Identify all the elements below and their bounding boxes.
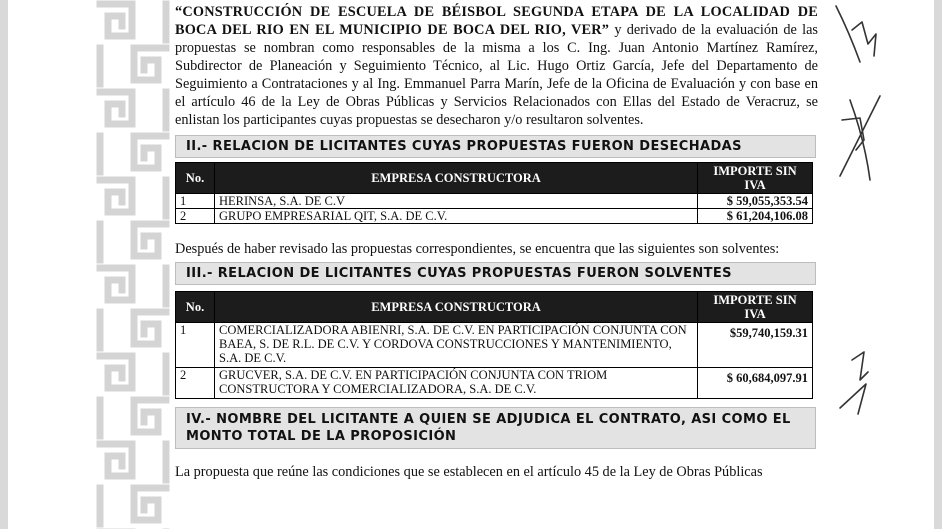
row-no: 1	[176, 323, 215, 368]
closing-paragraph: La propuesta que reúne las condiciones que se establecen en el artículo 45 de la Ley de Obras Públicas	[175, 464, 763, 480]
solvent-bidders-table	[175, 291, 813, 399]
intro-text: y derivado de la evaluación de las propuestas se nombran como responsables de la misma a los C. Ing. Juan Antonio Martínez Ramírez, Subdirector de Planeación y Seguimiento Técnico, al Lic. Hugo Ortiz García, Jefe del Departamento de Seguimiento a Contrataciones y al Ing. Emmanuel Parra Marín, Jefe de la Oficina de Evaluación y con base en el artículo 46 de la Ley de Obras Públicas y Servicios Relacionados con Ellas del Estado de Veracruz, se enlistan los participantes cuyas propuestas se desecharon y/o resultaron solventes.	[175, 22, 818, 128]
row-importe: $ 61,204,106.08	[698, 209, 813, 224]
section-iii-heading: III.- RELACION DE LICITANTES CUYAS PROPUESTAS FUERON SOLVENTES	[175, 262, 816, 285]
row-empresa: HERINSA, S.A. DE C.V	[215, 194, 698, 209]
section-ii-heading: II.- RELACION DE LICITANTES CUYAS PROPUESTAS FUERON DESECHADAS	[175, 135, 816, 158]
table-row	[176, 194, 813, 209]
table-row	[176, 323, 813, 368]
col-header-importe: IMPORTE SIN IVA	[698, 292, 813, 323]
transition-paragraph: Después de haber revisado las propuestas correspondientes, se encuentra que las siguientes son solventes:	[175, 241, 780, 257]
col-header-importe: IMPORTE SIN IVA	[698, 163, 813, 194]
col-header-no: No.	[176, 292, 215, 323]
row-importe: $ 59,055,353.54	[698, 194, 813, 209]
table-row	[176, 209, 813, 224]
intro-paragraph	[175, 3, 818, 129]
row-empresa: GRUCVER, S.A. DE C.V. EN PARTICIPACIÓN CONJUNTA CON TRIOM CONSTRUCTORA Y COMERCIALIZADORA, S.A. DE C.V.	[215, 368, 698, 399]
col-header-no: No.	[176, 163, 215, 194]
row-importe: $ 60,684,097.91	[698, 368, 813, 399]
col-header-empresa: EMPRESA CONSTRUCTORA	[215, 292, 698, 323]
row-empresa: GRUPO EMPRESARIAL QIT, S.A. DE C.V.	[215, 209, 698, 224]
table-row	[176, 368, 813, 399]
section-iv-heading: IV.- NOMBRE DEL LICITANTE A QUIEN SE ADJUDICA EL CONTRATO, ASI COMO EL MONTO TOTAL DE LA PROPOSICIÓN	[175, 407, 816, 449]
document-body	[175, 3, 818, 481]
project-title: “CONSTRUCCIÓN DE ESCUELA DE BÉISBOL SEGUNDA ETAPA DE LA LOCALIDAD DE BOCA DEL RIO EN EL MUNICIPIO DE BOCA DEL RIO, VER”	[175, 4, 818, 38]
row-empresa: COMERCIALIZADORA ABIENRI, S.A. DE C.V. EN PARTICIPACIÓN CONJUNTA CON BAEA, S. DE R.L. DE C.V. Y CORDOVA CONSTRUCCIONES Y MANTENIMIENTO, S.A. DE C.V.	[215, 323, 698, 368]
viewer-frame-right	[934, 0, 942, 529]
discarded-bidders-table	[175, 162, 813, 224]
decorative-border-pattern	[92, 0, 174, 529]
row-no: 2	[176, 368, 215, 399]
row-importe: $59,740,159.31	[698, 323, 813, 368]
row-no: 1	[176, 194, 215, 209]
col-header-empresa: EMPRESA CONSTRUCTORA	[215, 163, 698, 194]
viewer-frame-left	[0, 0, 8, 529]
row-no: 2	[176, 209, 215, 224]
